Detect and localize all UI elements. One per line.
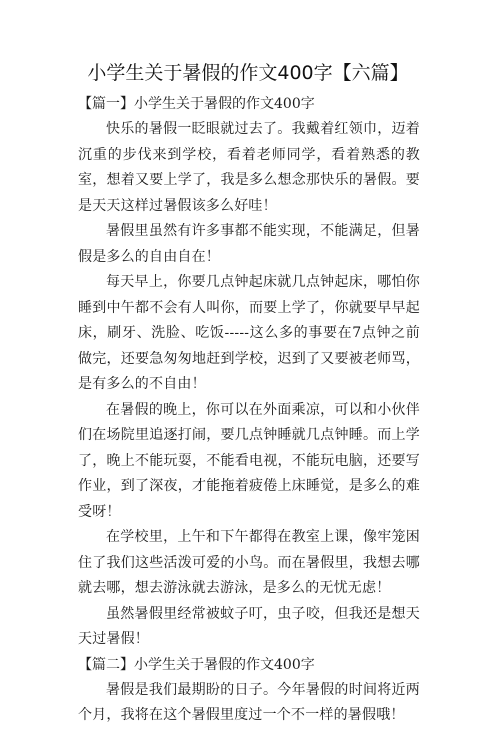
paragraph-2-1: 暑假是我们最期盼的日子。今年暑假的时间将近两个月，我将在这个暑假里度过一个不一样的暑假哦！ (78, 681, 420, 723)
paragraph-1-1: 快乐的暑假一眨眼就过去了。我戴着红领巾，迈着沉重的步伐来到学校，看着老师同学，看着熟悉的教室，想着又要上学了，我是多么想念那快乐的暑假。要是天天这样过暑假该多么好哇！ (78, 121, 420, 214)
paragraph-1-2: 暑假里虽然有许多事都不能实现，不能满足，但暑假是多么的自由自在！ (78, 223, 420, 265)
paragraph-1-4: 在暑假的晚上，你可以在外面乘凉，可以和小伙伴们在场院里追逐打闹，要几点钟睡就几点钟睡。而上学了，晚上不能玩耍，不能看电视，不能玩电脑，还要写作业，到了深夜，才能拖着疲倦上床睡觉，是多么的难受呀！ (78, 401, 420, 520)
document-body (78, 92, 420, 729)
section-heading-1: 【篇一】小学生关于暑假的作文400字 (78, 96, 315, 112)
document-title: 小学生关于暑假的作文400字【六篇】 (87, 62, 409, 84)
paragraph-1-6: 虽然暑假里经常被蚊子叮，虫子咬，但我还是想天天过暑假！ (78, 605, 420, 647)
paragraph-1-3: 每天早上，你要几点钟起床就几点钟起床，哪怕你睡到中午都不会有人叫你，而要上学了，你就要早早起床，刷牙、洗脸、吃饭-----这么多的事要在7点钟之前做完，还要急匆匆地赶到学校，迟到了又要被老师骂，是有多么的不自由！ (78, 274, 420, 392)
section-heading-2: 【篇二】小学生关于暑假的作文400字 (78, 656, 315, 673)
paragraph-1-5: 在学校里，上午和下午都得在教室上课，像牢笼困住了我们这些活泼可爱的小鸟。而在暑假里，我想去哪就去哪，想去游泳就去游泳，是多么的无忧无虑！ (78, 529, 420, 596)
